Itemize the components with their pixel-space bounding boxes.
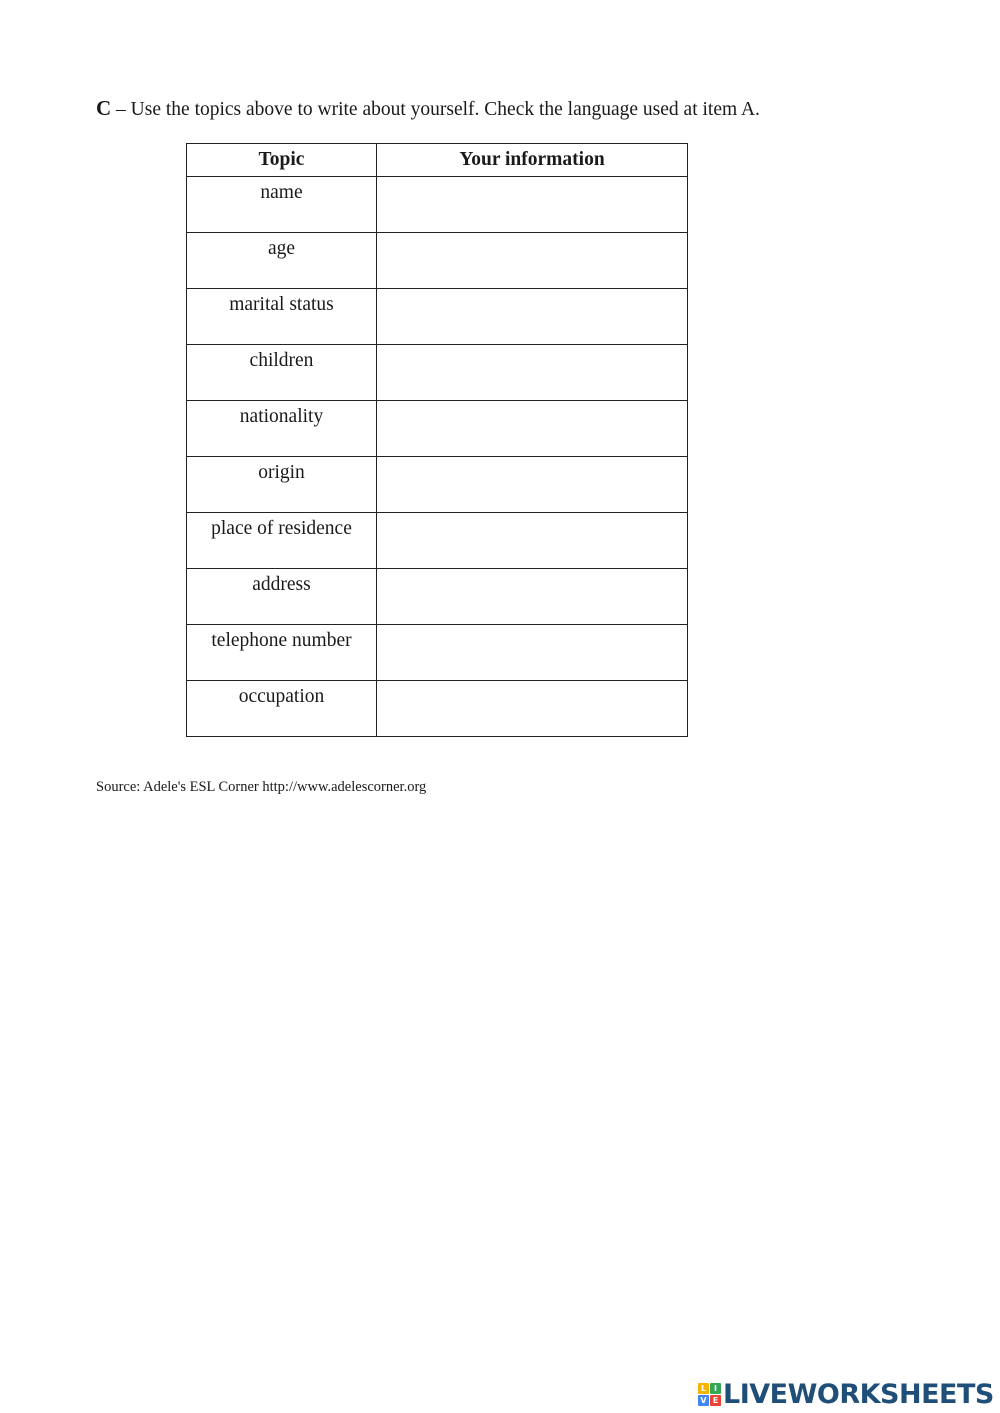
- answer-input-address[interactable]: [377, 569, 687, 624]
- header-topic: Topic: [187, 144, 377, 177]
- table-header-row: [187, 144, 688, 177]
- topic-telephone-number: telephone number: [187, 625, 377, 681]
- answer-cell: [377, 289, 688, 345]
- answer-cell: [377, 345, 688, 401]
- answer-cell: [377, 569, 688, 625]
- answer-input-occupation[interactable]: [377, 681, 687, 736]
- liveworksheets-logo[interactable]: [698, 1378, 994, 1410]
- answer-cell: [377, 233, 688, 289]
- table-row: [187, 289, 688, 345]
- topic-occupation: occupation: [187, 681, 377, 737]
- answer-input-age[interactable]: [377, 233, 687, 288]
- logo-tile-v: V: [698, 1395, 709, 1406]
- topic-nationality: nationality: [187, 401, 377, 457]
- table-row: [187, 625, 688, 681]
- table-row: [187, 177, 688, 233]
- topic-address: address: [187, 569, 377, 625]
- table-row: [187, 457, 688, 513]
- logo-tile-l: L: [698, 1383, 709, 1394]
- topic-marital-status: marital status: [187, 289, 377, 345]
- logo-tile-e: E: [710, 1395, 721, 1406]
- logo-tile-i: I: [710, 1383, 721, 1394]
- answer-input-place-of-residence[interactable]: [377, 513, 687, 568]
- topic-place-of-residence: place of residence: [187, 513, 377, 569]
- topic-origin: origin: [187, 457, 377, 513]
- answer-input-nationality[interactable]: [377, 401, 687, 456]
- topics-table: [186, 143, 688, 737]
- answer-input-name[interactable]: [377, 177, 687, 232]
- liveworksheets-wordmark: LIVEWORKSHEETS: [723, 1378, 994, 1410]
- table-row: [187, 569, 688, 625]
- table-row: [187, 513, 688, 569]
- source-credit: Source: Adele's ESL Corner http://www.adelescorner.org: [96, 779, 427, 795]
- instruction-text: [96, 95, 760, 123]
- answer-cell: [377, 681, 688, 737]
- answer-input-marital-status[interactable]: [377, 289, 687, 344]
- liveworksheets-logo-icon: [698, 1383, 721, 1406]
- table-row: [187, 401, 688, 457]
- table-row: [187, 233, 688, 289]
- answer-cell: [377, 177, 688, 233]
- topic-age: age: [187, 233, 377, 289]
- answer-cell: [377, 457, 688, 513]
- answer-cell: [377, 513, 688, 569]
- answer-cell: [377, 401, 688, 457]
- answer-input-children[interactable]: [377, 345, 687, 400]
- topic-name: name: [187, 177, 377, 233]
- answer-input-origin[interactable]: [377, 457, 687, 512]
- instruction-body: – Use the topics above to write about yourself. Check the language used at item A.: [111, 99, 760, 120]
- table-row: [187, 345, 688, 401]
- header-your-information: Your information: [377, 144, 688, 177]
- answer-input-telephone-number[interactable]: [377, 625, 687, 680]
- section-letter: C: [96, 96, 112, 120]
- topic-children: children: [187, 345, 377, 401]
- table-row: [187, 681, 688, 737]
- answer-cell: [377, 625, 688, 681]
